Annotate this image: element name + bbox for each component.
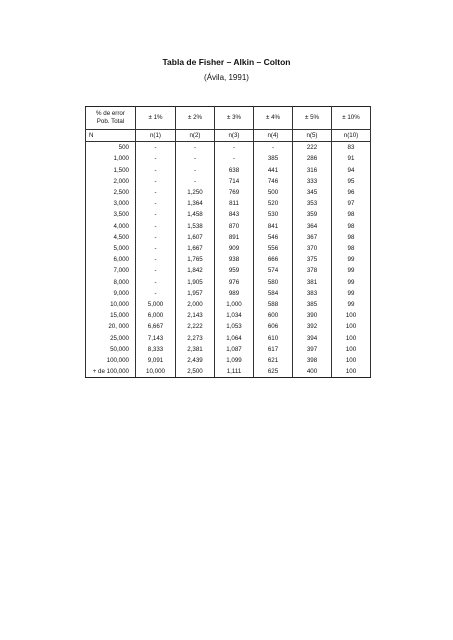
sample-size-cell: 381 xyxy=(293,277,332,288)
sample-size-cell: 95 xyxy=(332,176,371,187)
n-header: N xyxy=(86,130,136,142)
sample-size-cell: 6,667 xyxy=(136,321,176,332)
table-row xyxy=(86,153,371,164)
sample-size-cell: 638 xyxy=(215,165,254,176)
sample-size-cell: 394 xyxy=(293,333,332,344)
sample-header: n(3) xyxy=(215,130,254,142)
sample-size-cell: 976 xyxy=(215,277,254,288)
sample-size-cell: 385 xyxy=(254,153,293,164)
population-cell: 15,000 xyxy=(86,310,136,321)
sample-size-cell: 98 xyxy=(332,221,371,232)
population-cell: 4,000 xyxy=(86,221,136,232)
sample-size-cell: 10,000 xyxy=(136,366,176,378)
sample-size-cell: - xyxy=(136,209,176,220)
table-row xyxy=(86,198,371,209)
population-cell: 6,000 xyxy=(86,254,136,265)
sample-size-cell: 909 xyxy=(215,243,254,254)
sample-size-cell: 7,143 xyxy=(136,333,176,344)
corner-header-cell xyxy=(86,107,136,130)
table-row xyxy=(86,366,371,378)
error-header: ± 2% xyxy=(176,107,215,130)
sample-size-cell: 100 xyxy=(332,310,371,321)
sample-size-cell: - xyxy=(136,142,176,154)
sample-size-cell: 385 xyxy=(293,299,332,310)
sample-size-cell: - xyxy=(136,153,176,164)
sample-size-cell: 2,273 xyxy=(176,333,215,344)
population-cell: 7,000 xyxy=(86,265,136,276)
sample-size-cell: - xyxy=(176,176,215,187)
error-header: ± 1% xyxy=(136,107,176,130)
sample-size-cell: - xyxy=(136,277,176,288)
table-row xyxy=(86,321,371,332)
sample-size-cell: 6,000 xyxy=(136,310,176,321)
table-row xyxy=(86,310,371,321)
population-cell: + de 100,000 xyxy=(86,366,136,378)
sample-size-cell: 574 xyxy=(254,265,293,276)
sample-size-cell: - xyxy=(136,187,176,198)
sample-size-cell: 610 xyxy=(254,333,293,344)
population-cell: 8,000 xyxy=(86,277,136,288)
sample-size-cell: 938 xyxy=(215,254,254,265)
sample-size-cell: 96 xyxy=(332,187,371,198)
sample-size-cell: 1,765 xyxy=(176,254,215,265)
table-row xyxy=(86,355,371,366)
sample-size-cell: 625 xyxy=(254,366,293,378)
sample-size-cell: 500 xyxy=(254,187,293,198)
population-cell: 1,500 xyxy=(86,165,136,176)
sample-size-cell: - xyxy=(136,232,176,243)
population-cell: 25,000 xyxy=(86,333,136,344)
sample-size-cell: 1,842 xyxy=(176,265,215,276)
table-row xyxy=(86,176,371,187)
sample-size-cell: - xyxy=(176,153,215,164)
sample-size-cell: 94 xyxy=(332,165,371,176)
sample-header-row xyxy=(86,130,371,142)
sample-size-cell: 588 xyxy=(254,299,293,310)
sample-size-cell: 621 xyxy=(254,355,293,366)
sample-size-cell: 556 xyxy=(254,243,293,254)
sample-size-cell: 666 xyxy=(254,254,293,265)
corner-bottom-label: Pob. Total xyxy=(96,118,125,125)
sample-size-cell: 520 xyxy=(254,198,293,209)
sample-size-cell: 1,667 xyxy=(176,243,215,254)
sample-size-cell: 1,458 xyxy=(176,209,215,220)
sample-size-cell: 286 xyxy=(293,153,332,164)
table-row xyxy=(86,221,371,232)
sample-size-cell: 100 xyxy=(332,321,371,332)
sample-size-cell: 2,381 xyxy=(176,344,215,355)
population-cell: 9,000 xyxy=(86,288,136,299)
sample-size-cell: 1,607 xyxy=(176,232,215,243)
sample-size-cell: 2,222 xyxy=(176,321,215,332)
sample-size-cell: - xyxy=(136,165,176,176)
sample-size-cell: 100 xyxy=(332,333,371,344)
population-cell: 4,500 xyxy=(86,232,136,243)
sample-size-cell: 100 xyxy=(332,344,371,355)
error-header: ± 5% xyxy=(293,107,332,130)
sample-size-cell: 392 xyxy=(293,321,332,332)
sample-size-cell: 1,957 xyxy=(176,288,215,299)
sample-size-cell: 959 xyxy=(215,265,254,276)
error-header: ± 10% xyxy=(332,107,371,130)
sample-size-cell: - xyxy=(136,176,176,187)
sample-size-cell: 398 xyxy=(293,355,332,366)
sample-size-cell: 97 xyxy=(332,198,371,209)
sample-size-cell: 617 xyxy=(254,344,293,355)
sample-size-cell: 99 xyxy=(332,299,371,310)
sample-size-cell: 2,500 xyxy=(176,366,215,378)
sample-size-cell: 375 xyxy=(293,254,332,265)
page-title: Tabla de Fisher – Alkin – Colton xyxy=(162,57,291,67)
sample-size-cell: - xyxy=(176,165,215,176)
sample-size-cell: 383 xyxy=(293,288,332,299)
sample-size-cell: 2,143 xyxy=(176,310,215,321)
sample-size-cell: - xyxy=(176,142,215,154)
sample-size-cell: 811 xyxy=(215,198,254,209)
sample-size-cell: 9,091 xyxy=(136,355,176,366)
sample-size-cell: - xyxy=(215,142,254,154)
population-cell: 100,000 xyxy=(86,355,136,366)
sample-size-cell: 746 xyxy=(254,176,293,187)
sample-size-cell: 99 xyxy=(332,254,371,265)
table-row xyxy=(86,232,371,243)
sample-size-cell: 841 xyxy=(254,221,293,232)
sample-size-cell: 441 xyxy=(254,165,293,176)
sample-header: n(10) xyxy=(332,130,371,142)
sample-size-cell: 91 xyxy=(332,153,371,164)
table-row xyxy=(86,265,371,276)
corner-top-label: % de error xyxy=(96,110,125,117)
sample-size-cell: 397 xyxy=(293,344,332,355)
sample-size-cell: - xyxy=(136,254,176,265)
sample-header: n(1) xyxy=(136,130,176,142)
population-cell: 1,000 xyxy=(86,153,136,164)
table-row xyxy=(86,209,371,220)
sample-size-cell: 364 xyxy=(293,221,332,232)
sample-size-cell: 222 xyxy=(293,142,332,154)
sample-size-cell: 606 xyxy=(254,321,293,332)
population-cell: 3,500 xyxy=(86,209,136,220)
sample-size-cell: 891 xyxy=(215,232,254,243)
sample-size-cell: - xyxy=(136,288,176,299)
population-cell: 50,000 xyxy=(86,344,136,355)
sample-size-cell: 1,250 xyxy=(176,187,215,198)
sample-size-cell: 2,439 xyxy=(176,355,215,366)
sample-size-cell: 1,364 xyxy=(176,198,215,209)
error-header: ± 3% xyxy=(215,107,254,130)
sample-size-cell: 99 xyxy=(332,265,371,276)
sample-size-cell: 1,905 xyxy=(176,277,215,288)
sample-size-cell: 1,087 xyxy=(215,344,254,355)
table-row xyxy=(86,333,371,344)
population-cell: 2,500 xyxy=(86,187,136,198)
sample-size-cell: 390 xyxy=(293,310,332,321)
population-cell: 500 xyxy=(86,142,136,154)
table-row xyxy=(86,277,371,288)
sample-size-cell: 353 xyxy=(293,198,332,209)
table-row xyxy=(86,165,371,176)
sample-header: n(4) xyxy=(254,130,293,142)
sample-header: n(2) xyxy=(176,130,215,142)
sample-size-cell: - xyxy=(215,153,254,164)
sample-header: n(5) xyxy=(293,130,332,142)
sample-size-cell: 100 xyxy=(332,366,371,378)
sample-size-cell: 98 xyxy=(332,209,371,220)
table-row xyxy=(86,142,371,154)
sample-size-cell: 600 xyxy=(254,310,293,321)
sample-size-cell: 98 xyxy=(332,243,371,254)
sample-size-cell: 345 xyxy=(293,187,332,198)
sample-size-cell: - xyxy=(136,243,176,254)
sample-size-cell: 400 xyxy=(293,366,332,378)
sample-size-cell: 546 xyxy=(254,232,293,243)
sample-size-cell: - xyxy=(136,221,176,232)
table-row xyxy=(86,344,371,355)
sample-size-cell: 367 xyxy=(293,232,332,243)
sample-size-cell: - xyxy=(136,265,176,276)
sample-size-cell: 98 xyxy=(332,232,371,243)
sample-size-cell: 5,000 xyxy=(136,299,176,310)
sample-size-cell: 989 xyxy=(215,288,254,299)
population-cell: 10,000 xyxy=(86,299,136,310)
sample-size-cell: 2,000 xyxy=(176,299,215,310)
sample-size-cell: 359 xyxy=(293,209,332,220)
sample-size-cell: 8,333 xyxy=(136,344,176,355)
sample-size-cell: 83 xyxy=(332,142,371,154)
sample-size-cell: 1,099 xyxy=(215,355,254,366)
sample-size-cell: 1,111 xyxy=(215,366,254,378)
sample-size-cell: 714 xyxy=(215,176,254,187)
sample-size-cell: - xyxy=(254,142,293,154)
sample-size-cell: - xyxy=(136,198,176,209)
table-row xyxy=(86,243,371,254)
sample-size-cell: 580 xyxy=(254,277,293,288)
table-body xyxy=(86,142,371,378)
sample-size-cell: 769 xyxy=(215,187,254,198)
sample-size-cell: 99 xyxy=(332,288,371,299)
sample-size-cell: 1,538 xyxy=(176,221,215,232)
table-row xyxy=(86,299,371,310)
sample-size-cell: 100 xyxy=(332,355,371,366)
sample-size-cell: 1,000 xyxy=(215,299,254,310)
sample-size-cell: 530 xyxy=(254,209,293,220)
sample-size-cell: 1,034 xyxy=(215,310,254,321)
table-row xyxy=(86,187,371,198)
sample-size-cell: 333 xyxy=(293,176,332,187)
error-header: ± 4% xyxy=(254,107,293,130)
sample-size-cell: 1,064 xyxy=(215,333,254,344)
sample-size-cell: 378 xyxy=(293,265,332,276)
error-header-row xyxy=(86,107,371,130)
population-cell: 20, 000 xyxy=(86,321,136,332)
population-cell: 5,000 xyxy=(86,243,136,254)
sample-size-cell: 843 xyxy=(215,209,254,220)
population-cell: 2,000 xyxy=(86,176,136,187)
fisher-table xyxy=(85,106,371,378)
sample-size-cell: 99 xyxy=(332,277,371,288)
sample-size-cell: 370 xyxy=(293,243,332,254)
population-cell: 3,000 xyxy=(86,198,136,209)
table-row xyxy=(86,254,371,265)
table-row xyxy=(86,288,371,299)
sample-size-cell: 870 xyxy=(215,221,254,232)
page-subtitle: (Ávila, 1991) xyxy=(204,73,249,82)
sample-size-cell: 584 xyxy=(254,288,293,299)
sample-size-cell: 1,053 xyxy=(215,321,254,332)
sample-size-cell: 316 xyxy=(293,165,332,176)
